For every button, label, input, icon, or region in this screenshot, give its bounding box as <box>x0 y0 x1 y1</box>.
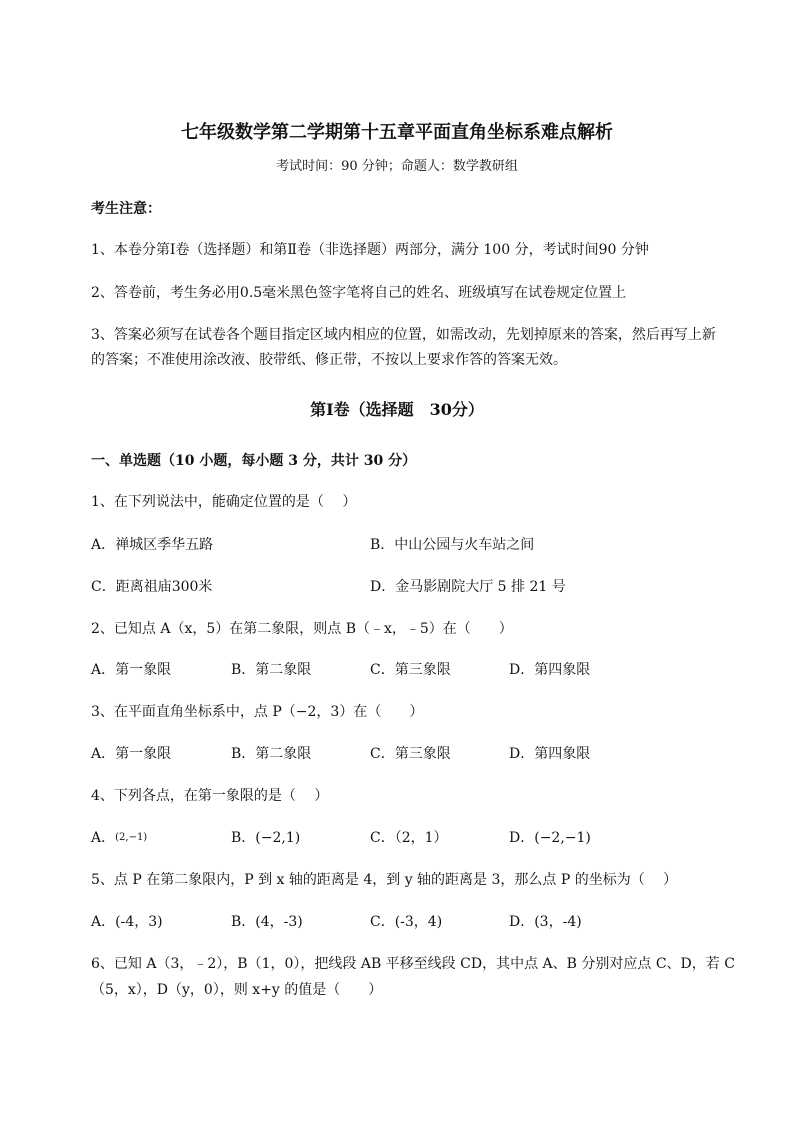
page-title: 七年级数学第二学期第十五章平面直角坐标系难点解析 <box>181 122 613 143</box>
q2-option-d: D．第四象限 <box>509 662 591 678</box>
part-heading: 一、单选题（10 小题，每小题 3 分，共计 30 分） <box>91 453 417 469</box>
notice-item-1: 1、本卷分第Ⅰ卷（选择题）和第Ⅱ卷（非选择题）两部分，满分 100 分，考试时间90 分钟 <box>91 242 649 258</box>
q4-option-b-value: (−2,1) <box>255 830 301 846</box>
question-4-stem: 4、下列各点，在第一象限的是（ ） <box>91 788 329 804</box>
q5-option-a: A．(-4，3) <box>91 914 163 930</box>
question-3-stem: 3、在平面直角坐标系中，点 P（−2，3）在（ ） <box>91 704 424 720</box>
q2-option-b: B．第二象限 <box>231 662 312 678</box>
q1-option-b: B．中山公园与火车站之间 <box>370 537 535 553</box>
question-5-stem: 5、点 P 在第二象限内，P 到 x 轴的距离是 4，到 y 轴的距离是 3，那么点 P 的坐标为（ ） <box>91 872 678 888</box>
q1-option-a: A．禅城区季华五路 <box>91 537 214 553</box>
q4-option-c-label: C． <box>370 830 395 846</box>
q4-option-a <box>91 828 147 848</box>
question-2-stem: 2、已知点 A（x，5）在第二象限，则点 B（﹣x，﹣5）在（ ） <box>91 621 513 637</box>
question-1-stem: 1、在下列说法中，能确定位置的是（ ） <box>91 494 357 510</box>
q5-option-c: C．(-3，4) <box>370 914 443 930</box>
q4-option-b-label: B． <box>231 830 256 846</box>
q5-option-d: D．(3，-4) <box>509 914 582 930</box>
notice-heading: 考生注意： <box>91 201 161 217</box>
notice-item-3-cont: 的答案；不准使用涂改液、胶带纸、修正带，不按以上要求作答的答案无效。 <box>91 352 567 368</box>
q4-option-a-label: A． <box>91 830 116 846</box>
q5-option-b: B．(4，-3) <box>231 914 303 930</box>
section-title: 第Ⅰ卷（选择题 30分） <box>310 400 484 419</box>
q3-option-c: C．第三象限 <box>370 746 451 762</box>
q4-option-c-value: （2，1） <box>394 830 448 846</box>
question-6-stem-cont: （5，x），D（y，0），则 x+y 的值是（ ） <box>91 982 383 998</box>
q1-option-d: D．金马影剧院大厅 5 排 21 号 <box>370 579 566 595</box>
question-6-stem: 6、已知 A（3，﹣2），B（1，0），把线段 AB 平移至线段 CD，其中点 A、B 分别对应点 C、D，若 C <box>91 956 735 972</box>
exam-info: 考试时间：90 分钟；命题人：数学教研组 <box>276 159 518 174</box>
q3-option-a: A．第一象限 <box>91 746 172 762</box>
q2-option-c: C．第三象限 <box>370 662 451 678</box>
notice-item-2: 2、答卷前，考生务必用0.5毫米黑色签字笔将自己的姓名、班级填写在试卷规定位置上 <box>91 285 627 301</box>
q3-option-b: B．第二象限 <box>231 746 312 762</box>
q4-option-d-label: D． <box>509 830 535 846</box>
q4-option-d <box>509 828 591 848</box>
q1-option-c: C．距离祖庙300米 <box>91 579 213 595</box>
notice-item-3: 3、答案必须写在试卷各个题目指定区域内相应的位置，如需改动，先划掉原来的答案，然后再写上新 <box>91 327 716 343</box>
q4-option-d-value: (−2,−1) <box>534 830 591 846</box>
q4-option-b <box>231 828 300 848</box>
q4-option-a-value: (2,−1) <box>115 832 148 843</box>
q4-option-c <box>370 828 448 848</box>
q2-option-a: A．第一象限 <box>91 662 172 678</box>
q3-option-d: D．第四象限 <box>509 746 591 762</box>
